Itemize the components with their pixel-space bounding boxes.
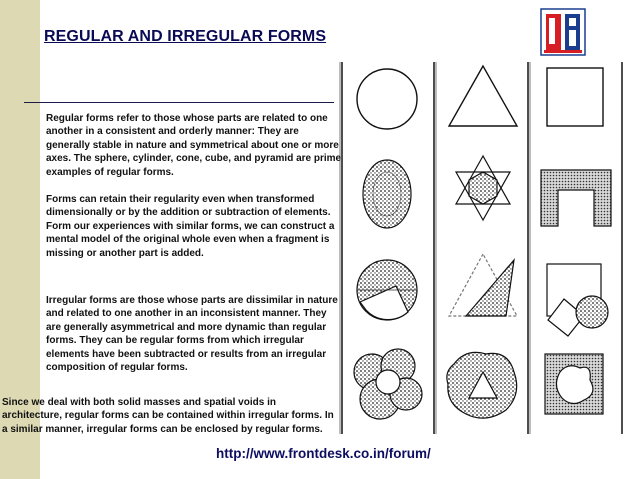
square-shape: [547, 68, 603, 126]
paragraph-irregular-forms: Irregular forms are those whose parts are dissimilar in nature and related to one another in an inconsistent manner. They are generally asymmetrical and more dynamic than regular forms. They can be regular forms from which irregular elements have been subtracted or results from an irregular composition of regular forms.: [46, 295, 338, 374]
arch-shape: [541, 170, 611, 226]
title-divider: [24, 102, 334, 103]
small-circle: [576, 296, 608, 328]
row-irregular: [354, 349, 603, 419]
circle-shape: [357, 69, 417, 129]
row-transformed: [363, 156, 611, 228]
triangle-shape: [449, 66, 517, 126]
row-regular: [357, 66, 603, 129]
bubble-cluster: [354, 349, 422, 419]
paragraph-transformed-forms: Forms can retain their regularity even when transformed dimensionally or by the addition or subtraction of elements. Form our experiences with similar forms, we can construct a mental model of the original whole even when a fragment is missing or another part is added.: [46, 194, 335, 259]
forms-illustration: [336, 54, 626, 440]
stippled-ellipse: [363, 160, 411, 228]
frontdesk-logo-icon: [540, 8, 586, 56]
forum-link[interactable]: http://www.frontdesk.co.in/forum/: [216, 446, 431, 461]
fragment-triangle: [466, 260, 514, 316]
paragraph-regular-forms: Regular forms refer to those whose parts are related to one another in a consistent and orderly manner: They are generally stable in nature and symmetrical about one or more axes. The sphere, cylinder, cone, cube, and pyramid are prime examples of regular forms.: [46, 113, 342, 178]
page-title: REGULAR AND IRREGULAR FORMS: [44, 28, 327, 45]
paragraph-solids-voids: Since we deal with both solid masses and spatial voids in architecture, regular forms can be contained within irregular forms. In a similar manner, irregular forms can be enclosed by regular forms.: [2, 397, 334, 435]
star-shape: [456, 156, 510, 220]
row-fragmented: [357, 254, 608, 336]
